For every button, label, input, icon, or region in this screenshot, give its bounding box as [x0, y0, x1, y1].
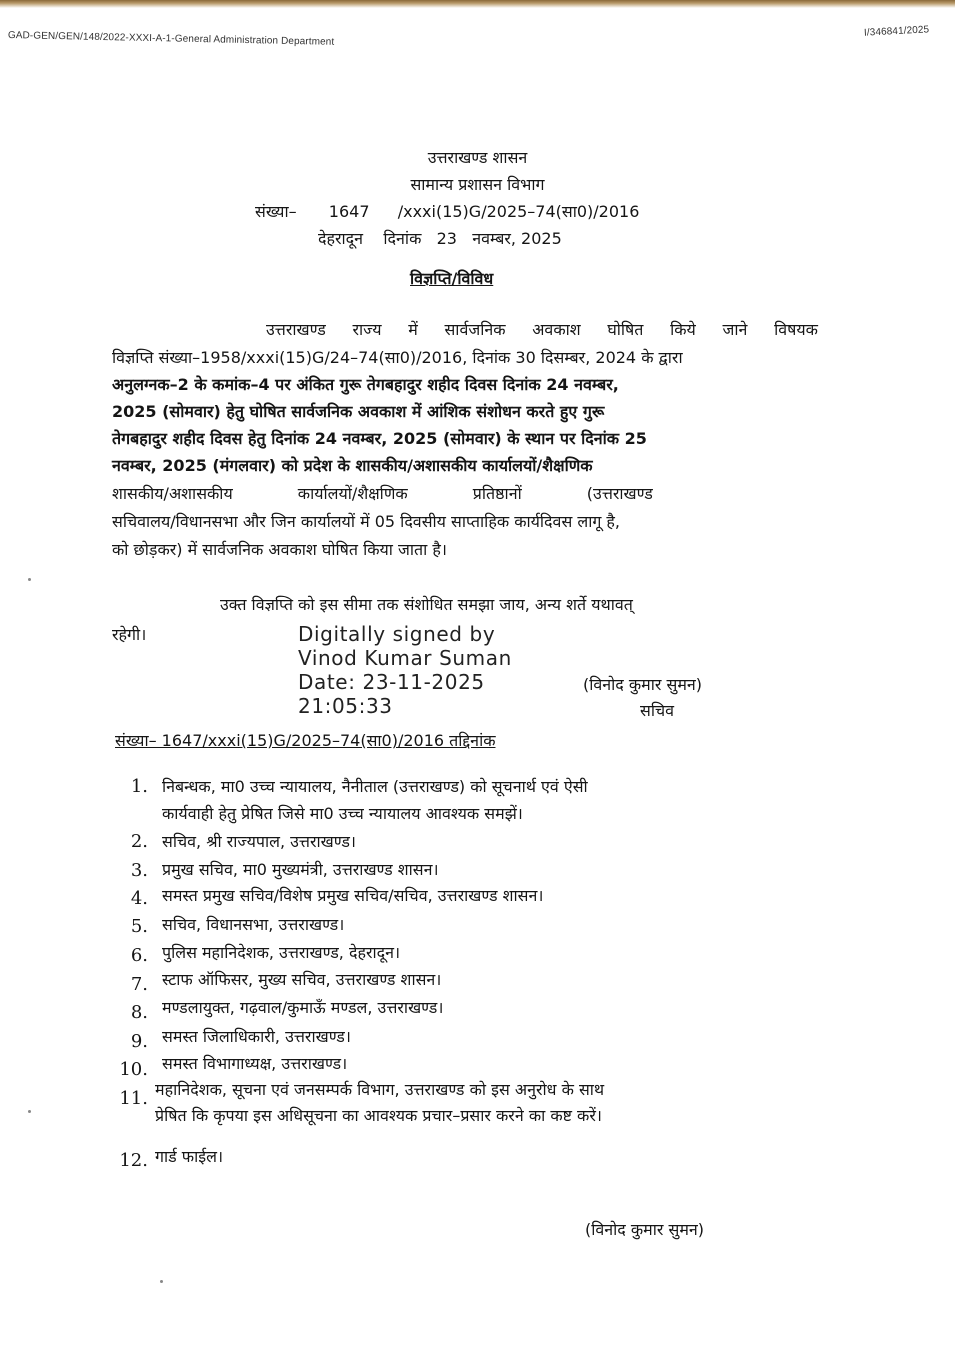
list-item: स्टाफ ऑफिसर, मुख्य सचिव, उत्तराखण्ड शासन।	[162, 970, 442, 989]
body-para2-line-2: रहेगी।	[112, 625, 147, 644]
list-item-number: 2.	[130, 831, 148, 852]
body-line-7: शासकीय/अशासकीय कार्यालयों/शैक्षणिक प्रतिष्ठानों (उत्तराखण्ड	[112, 484, 653, 503]
scan-speck	[28, 578, 31, 581]
list-item: पुलिस महानिदेशक, उत्तराखण्ड, देहरादून।	[162, 943, 401, 962]
order-number-ref: /xxxi(15)G/2025–74(सा0)/2016	[397, 202, 640, 221]
list-item: सचिव, श्री राज्यपाल, उत्तराखण्ड।	[162, 832, 356, 851]
body-line-3: अनुलग्नक–2 के कमांक–4 पर अंकित गुरू तेगबहादुर शहीद दिवस दिनांक 24 नवम्बर,	[112, 375, 619, 394]
list-item: समस्त प्रमुख सचिव/विशेष प्रमुख सचिव/सचिव, उत्तराखण्ड शासन।	[162, 886, 544, 905]
body-word: विषयक	[774, 320, 818, 339]
scan-speck	[28, 1110, 31, 1113]
body-para2-line-1: उक्त विज्ञप्ति को इस सीमा तक संशोधित समझा जाय, अन्य शर्ते यथावत्	[220, 595, 633, 614]
body-line-8: सचिवालय/विधानसभा और जिन कार्यालयों में 05 दिवसीय साप्ताहिक कार्यदिवस लागू है,	[112, 512, 621, 531]
order-number-label: संख्या–	[255, 202, 297, 221]
list-item: समस्त विभागाध्यक्ष, उत्तराखण्ड।	[162, 1054, 348, 1073]
body-line-5: तेगबहादुर शहीद दिवस हेतु दिनांक 24 नवम्बर, 2025 (सोमवार) के स्थान पर दिनांक 25	[112, 429, 647, 448]
list-item-number: 7.	[130, 974, 148, 995]
signature-line-1: Digitally signed by	[298, 622, 496, 646]
list-item: गार्ड फाईल।	[155, 1147, 224, 1166]
place-date-line: देहरादून दिनांक 23 नवम्बर, 2025	[318, 229, 562, 248]
signature-line-3: Date: 23-11-2025	[298, 670, 485, 694]
list-item: समस्त जिलाधिकारी, उत्तराखण्ड।	[162, 1027, 351, 1046]
body-word: सार्वजनिक	[444, 320, 506, 339]
digital-signature	[298, 622, 512, 718]
list-item-number: 12.	[119, 1150, 148, 1171]
list-item-continuation: प्रेषित कि कृपया इस अधिसूचना का आवश्यक प्रचार–प्रसार करने का कष्ट करें।	[155, 1106, 602, 1125]
list-item-number: 9.	[130, 1031, 148, 1052]
department-name: सामान्य प्रशासन विभाग	[410, 175, 545, 194]
list-item: सचिव, विधानसभा, उत्तराखण्ड।	[162, 915, 345, 934]
signature-line-4: 21:05:33	[298, 694, 393, 718]
body-word: जाने	[722, 320, 748, 339]
order-number-value: 1647	[328, 202, 370, 221]
list-item-number: 4.	[130, 888, 148, 909]
list-item: मण्डलायुक्त, गढ़वाल/कुमाऊँ मण्डल, उत्तराखण्ड।	[162, 998, 444, 1017]
list-item: निबन्धक, मा0 उच्च न्यायालय, नैनीताल (उत्तराखण्ड) को सूचनार्थ एवं ऐसी	[162, 777, 588, 796]
list-item: प्रमुख सचिव, मा0 मुख्यमंत्री, उत्तराखण्ड शासन।	[162, 860, 439, 879]
scan-top-edge	[0, 0, 955, 8]
body-word: उत्तराखण्ड	[266, 320, 326, 339]
signature-line-2: Vinod Kumar Suman	[298, 646, 512, 670]
list-item-number: 3.	[130, 860, 148, 881]
notification-title: विज्ञप्ति/विविध	[410, 269, 494, 288]
list-item: महानिदेशक, सूचना एवं जनसम्पर्क विभाग, उत्तराखण्ड को इस अनुरोध के साथ	[155, 1080, 605, 1099]
body-line-4: 2025 (सोमवार) हेतु घोषित सार्वजनिक अवकाश में आंशिक संशोधन करते हुए गुरू	[112, 402, 605, 421]
body-word: घोषित	[607, 320, 644, 339]
list-item-number: 1.	[130, 776, 148, 797]
government-name: उत्तराखण्ड शासन	[427, 148, 528, 167]
list-item-number: 6.	[130, 945, 148, 966]
body-word: किये	[670, 320, 696, 339]
body-line-2: विज्ञप्ति संख्या–1958/xxxi(15)G/24–74(सा0)/2016, दिनांक 30 दिसम्बर, 2024 के द्वारा	[112, 348, 683, 367]
body-line-9: को छोड़कर) में सार्वजनिक अवकाश घोषित किया जाता है।	[112, 540, 447, 559]
final-signatory-name: (विनोद कुमार सुमन)	[585, 1220, 705, 1239]
scan-speck	[160, 1280, 163, 1283]
file-reference-left: GAD-GEN/GEN/148/2022-XXXI-A-1-General Administration Department	[7, 30, 335, 48]
list-item-number: 5.	[130, 916, 148, 937]
copy-reference-line: संख्या– 1647/xxxi(15)G/2025–74(सा0)/2016 तद्दिनांक	[115, 731, 496, 750]
signatory-name: (विनोद कुमार सुमन)	[583, 675, 703, 694]
body-word: राज्य	[352, 320, 382, 339]
signatory-designation: सचिव	[640, 701, 675, 720]
body-word: में	[408, 320, 418, 339]
body-word: अवकाश	[532, 320, 581, 339]
list-item-continuation: कार्यवाही हेतु प्रेषित जिसे मा0 उच्च न्यायालय आवश्यक समझें।	[162, 804, 523, 823]
body-line-1	[266, 318, 818, 340]
body-line-6: नवम्बर, 2025 (मंगलवार) को प्रदेश के शासकीय/अशासकीय कार्यालयों/शैक्षणिक	[112, 456, 593, 475]
order-number-line	[255, 200, 639, 222]
file-reference-right: I/346841/2025	[863, 24, 930, 39]
list-item-number: 8.	[130, 1002, 148, 1023]
list-item-number: 10.	[119, 1059, 148, 1080]
list-item-number: 11.	[119, 1088, 148, 1109]
